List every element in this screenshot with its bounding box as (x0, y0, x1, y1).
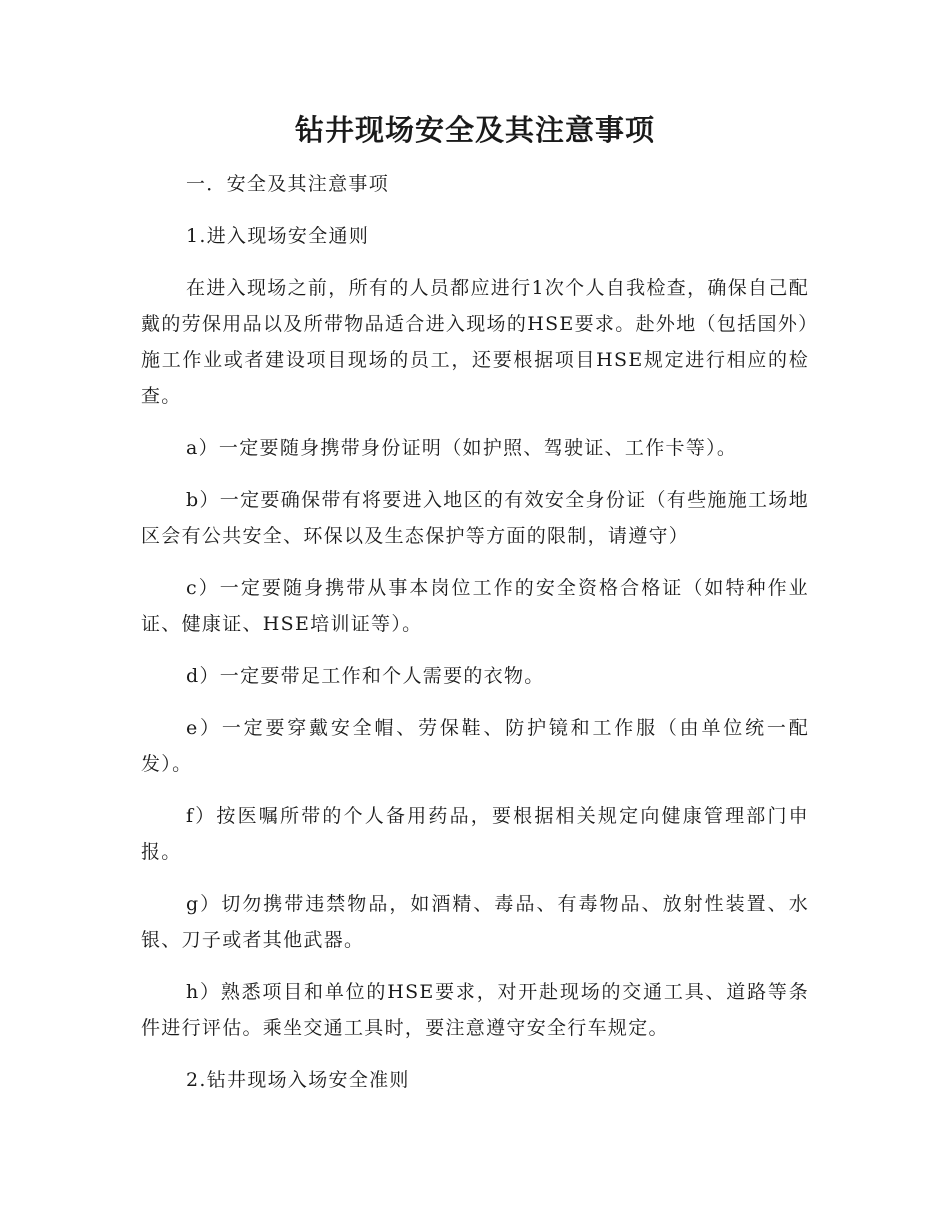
body-paragraph: 在进入现场之前，所有的人员都应进行1次个人自我检查，确保自己配戴的劳保用品以及所带物品适合进入现场的HSE要求。赴外地（包括国外）施工作业或者建设项目现场的员工，还要根据项目HSE规定进行相应的检查。 (141, 277, 809, 407)
document-body (141, 166, 809, 1098)
subsection-heading-2: 2.钻井现场入场安全准则 (186, 1069, 410, 1091)
list-item-c: c）一定要随身携带从事本岗位工作的安全资格合格证（如特种作业证、健康证、HSE培训证等）。 (141, 577, 809, 635)
subsection-heading: 1.进入现场安全通则 (186, 225, 370, 247)
list-item-h: h）熟悉项目和单位的HSE要求，对开赴现场的交通工具、道路等条件进行评估。乘坐交通工具时，要注意遵守安全行车规定。 (141, 981, 809, 1039)
list-item-e: e）一定要穿戴安全帽、劳保鞋、防护镜和工作服（由单位统一配发）。 (141, 717, 809, 775)
list-item-b: b）一定要确保带有将要进入地区的有效安全身份证（有些施施工场地区会有公共安全、环保以及生态保护等方面的限制，请遵守） (141, 489, 809, 547)
section-heading: 一．安全及其注意事项 (186, 173, 390, 195)
list-item-f: f）按医嘱所带的个人备用药品，要根据相关规定向健康管理部门申报。 (141, 805, 809, 863)
document-title: 钻井现场安全及其注意事项 (294, 113, 655, 147)
list-item-g: g）切勿携带违禁物品，如酒精、毒品、有毒物品、放射性装置、水银、刀子或者其他武器。 (141, 893, 809, 951)
list-item-d: d）一定要带足工作和个人需要的衣物。 (186, 665, 545, 687)
list-item-a: a）一定要随身携带身份证明（如护照、驾驶证、工作卡等）。 (186, 437, 738, 459)
